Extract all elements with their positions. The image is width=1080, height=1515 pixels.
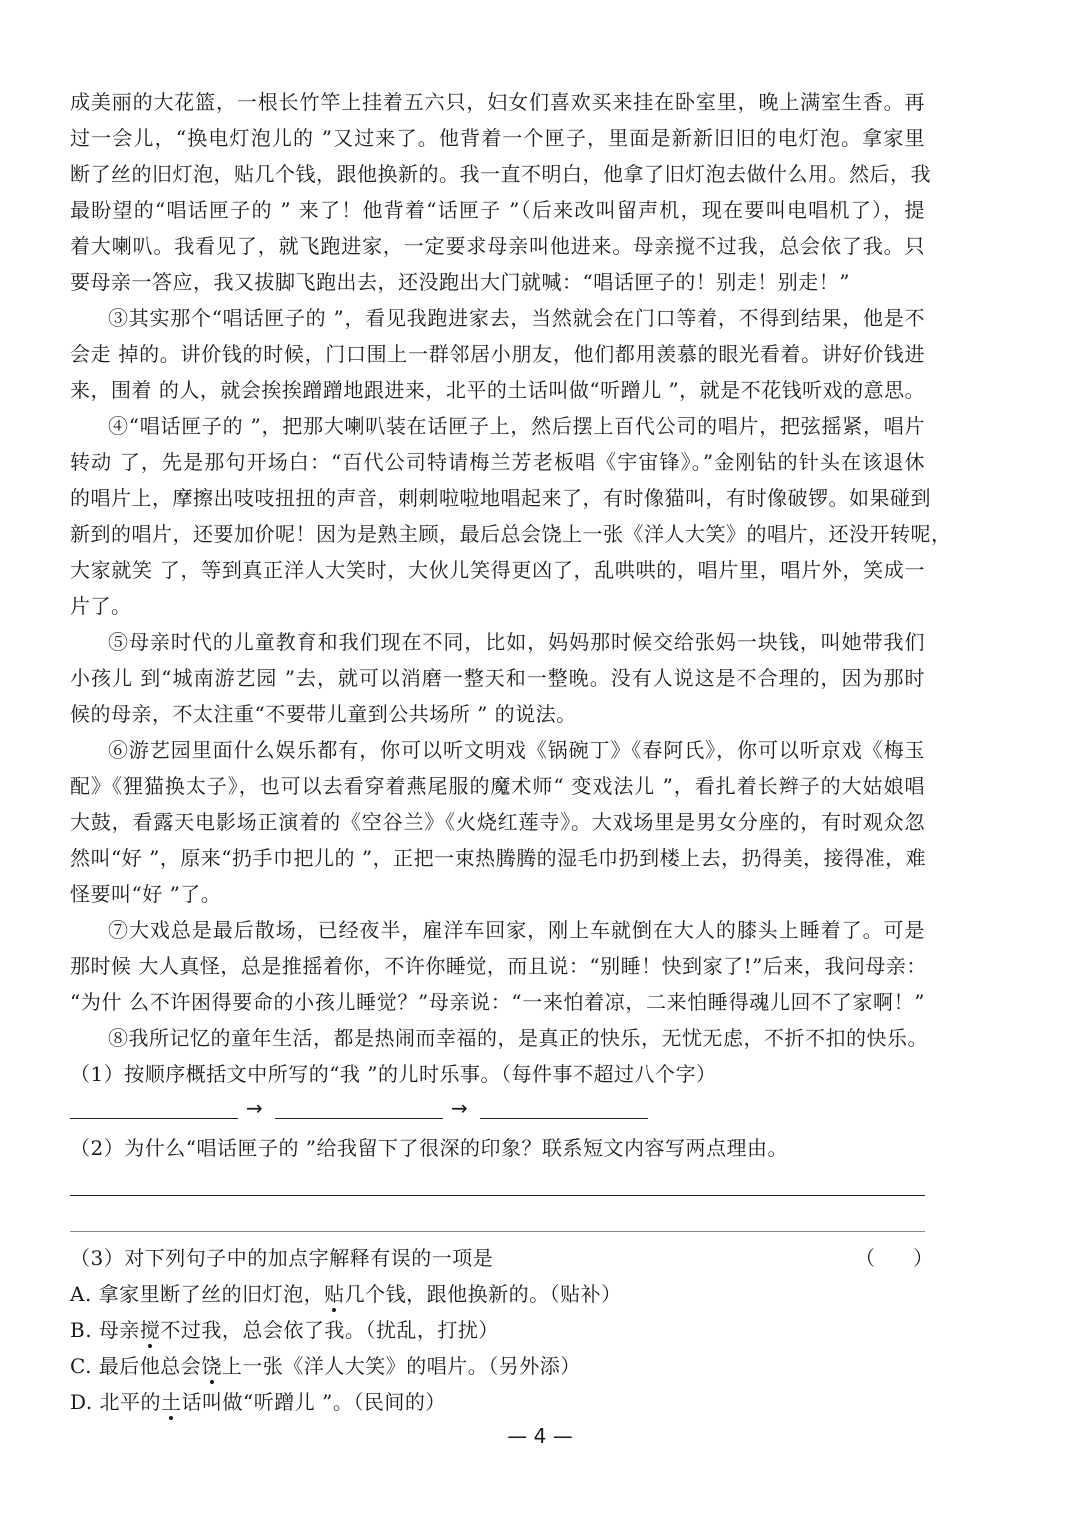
option-d[interactable] xyxy=(70,1384,925,1420)
text-line: 的唱片上，摩擦出吱吱扭扭的声音，刺刺啦啦地唱起来了，有时像猫叫，有时像破锣。如果碰到 xyxy=(70,486,931,510)
question-3: （3）对下列句子中的加点字解释有误的一项是 xyxy=(70,1246,494,1270)
dotted-character: 土 xyxy=(161,1390,182,1414)
dotted-character: 贴 xyxy=(324,1282,345,1306)
answer-line[interactable] xyxy=(70,1195,925,1196)
option-text: B. 母亲 xyxy=(70,1318,140,1342)
text-line: 新到的唱片，还要加价呢！因为是熟主顾，最后总会饶上一张《洋人大笑》的唱片，还没开转呢， xyxy=(70,522,952,546)
text-line: 怪要叫“好 ”了。 xyxy=(70,882,222,906)
text-line: 大家就笑 了，等到真正洋人大笑时，大伙儿笑得更凶了，乱哄哄的，唱片里，唱片外，笑成一 xyxy=(70,558,925,582)
text-line: ⑦大戏总是最后散场，已经夜半，雇洋车回家，刚上车就倒在大人的膝头上睡着了。可是 xyxy=(108,918,925,942)
option-b[interactable] xyxy=(70,1312,925,1348)
text-line: ③其实那个“唱话匣子的 ”，看见我跑进家去，当然就会在门口等着，不得到结果，他是不 xyxy=(108,306,925,330)
text-line: 断了丝的旧灯泡，贴几个钱，跟他换新的。我一直不明白，他拿了旧灯泡去做什么用。然后，我 xyxy=(70,162,931,186)
text-line: 来，围着 的人，就会挨挨蹭蹭地跟进来，北平的土话叫做“听蹭儿 ”，就是不花钱听戏的意思。 xyxy=(70,378,926,402)
text-line: 片了。 xyxy=(70,594,132,618)
text-line: 要母亲一答应，我又拔脚飞跑出去，还没跑出大门就喊：“唱话匣子的！别走！别走！” xyxy=(70,270,850,294)
dotted-character: 搅 xyxy=(139,1318,161,1342)
arrow-icon: → xyxy=(451,1096,468,1120)
answer-parentheses[interactable]: （ ） xyxy=(855,1246,934,1270)
answer-blank-3[interactable] xyxy=(480,1118,648,1119)
answer-line[interactable] xyxy=(70,1231,925,1232)
question-1: （1）按顺序概括文中所写的“我 ”的儿时乐事。（每件事不超过八个字） xyxy=(70,1062,717,1086)
text-line: 候的母亲，不太注重“不要带儿童到公共场所 ” 的说法。 xyxy=(70,702,577,726)
option-text: A. 拿家里断了丝的旧灯泡， xyxy=(70,1282,325,1306)
question-2: （2）为什么“唱话匣子的 ”给我留下了很深的印象？联系短文内容写两点理由。 xyxy=(70,1136,789,1160)
option-text: 上一张《洋人大笑》的唱片。（另外添） xyxy=(221,1354,581,1378)
option-a[interactable] xyxy=(70,1276,925,1312)
text-line: 会走 掉的。讲价钱的时候，门口围上一群邻居小朋友，他们都用羡慕的眼光看着。讲好价钱进 xyxy=(70,342,925,366)
text-line: ⑥游艺园里面什么娱乐都有，你可以听文明戏《锅碗丁》《春阿氏》，你可以听京戏《梅玉 xyxy=(108,738,925,762)
text-line: 那时候 大人真怪，总是推摇着你，不许你睡觉，而且说：“别睡！快到家了!”后来，我问母亲： xyxy=(70,954,927,978)
dotted-character: 饶 xyxy=(201,1354,222,1378)
text-line: 大鼓，看露天电影场正演着的《空谷兰》《火烧红莲寺》。大戏场里是男女分座的，有时观众忽 xyxy=(70,810,925,834)
answer-blank-1[interactable] xyxy=(70,1118,238,1119)
text-line: 配》《狸猫换太子》，也可以去看穿着燕尾服的魔术师“ 变戏法儿 ”，看扎着长辫子的大姑娘唱 xyxy=(70,774,925,798)
text-line: “为什 么不许困得要命的小孩儿睡觉？”母亲说：“一来怕着凉，二来怕睡得魂儿回不了家啊！” xyxy=(70,990,925,1014)
option-text: 话叫做“听蹭儿 ”。（民间的） xyxy=(181,1390,446,1414)
option-c[interactable] xyxy=(70,1348,925,1384)
arrow-icon: → xyxy=(246,1096,263,1120)
text-line: ⑤母亲时代的儿童教育和我们现在不同，比如，妈妈那时候交给张妈一块钱，叫她带我们 xyxy=(108,630,925,654)
answer-blank-2[interactable] xyxy=(275,1118,443,1119)
text-line: 着大喇叭。我看见了，就飞跑进家，一定要求母亲叫他进来。母亲搅不过我，总会依了我。只 xyxy=(70,234,925,258)
option-text: D. 北平的 xyxy=(70,1390,162,1414)
option-text: 不过我，总会依了我。（扰乱，打扰） xyxy=(160,1318,499,1342)
text-line: 过一会儿，“换电灯泡儿的 ”又过来了。他背着一个匣子，里面是新新旧旧的电灯泡。拿家里 xyxy=(70,126,925,150)
question-1-answer-row xyxy=(70,1094,670,1124)
text-line: 最盼望的“唱话匣子的 ” 来了！他背着“话匣子 ”（后来改叫留声机，现在要叫电唱机了），提 xyxy=(70,198,925,222)
text-line: ④“唱话匣子的 ”，把那大喇叭装在话匣子上，然后摆上百代公司的唱片，把弦摇紧，唱片 xyxy=(108,414,925,438)
text-line: 小孩儿 到“城南游艺园 ”去，就可以消磨一整天和一整晚。没有人说这是不合理的，因为那时 xyxy=(70,666,925,690)
text-line: 转动 了，先是那句开场白：“百代公司特请梅兰芳老板唱《宇宙锋》。”金刚钻的针头在该退休 xyxy=(70,450,925,474)
option-text: C. 最后他总会 xyxy=(70,1354,202,1378)
text-line: 成美丽的大花篮，一根长竹竿上挂着五六只，妇女们喜欢买来挂在卧室里，晚上满室生香。再 xyxy=(70,90,925,114)
text-line: 然叫“好 ”，原来“扔手巾把儿的 ”，正把一束热腾腾的湿毛巾扔到楼上去，扔得美，接得准，难 xyxy=(70,846,927,870)
page-number: — 4 — xyxy=(507,1424,573,1448)
text-line: ⑧我所记忆的童年生活，都是热闹而幸福的，是真正的快乐，无忧无虑，不折不扣的快乐。 xyxy=(108,1026,928,1050)
option-text: 几个钱，跟他换新的。（贴补） xyxy=(344,1282,622,1306)
